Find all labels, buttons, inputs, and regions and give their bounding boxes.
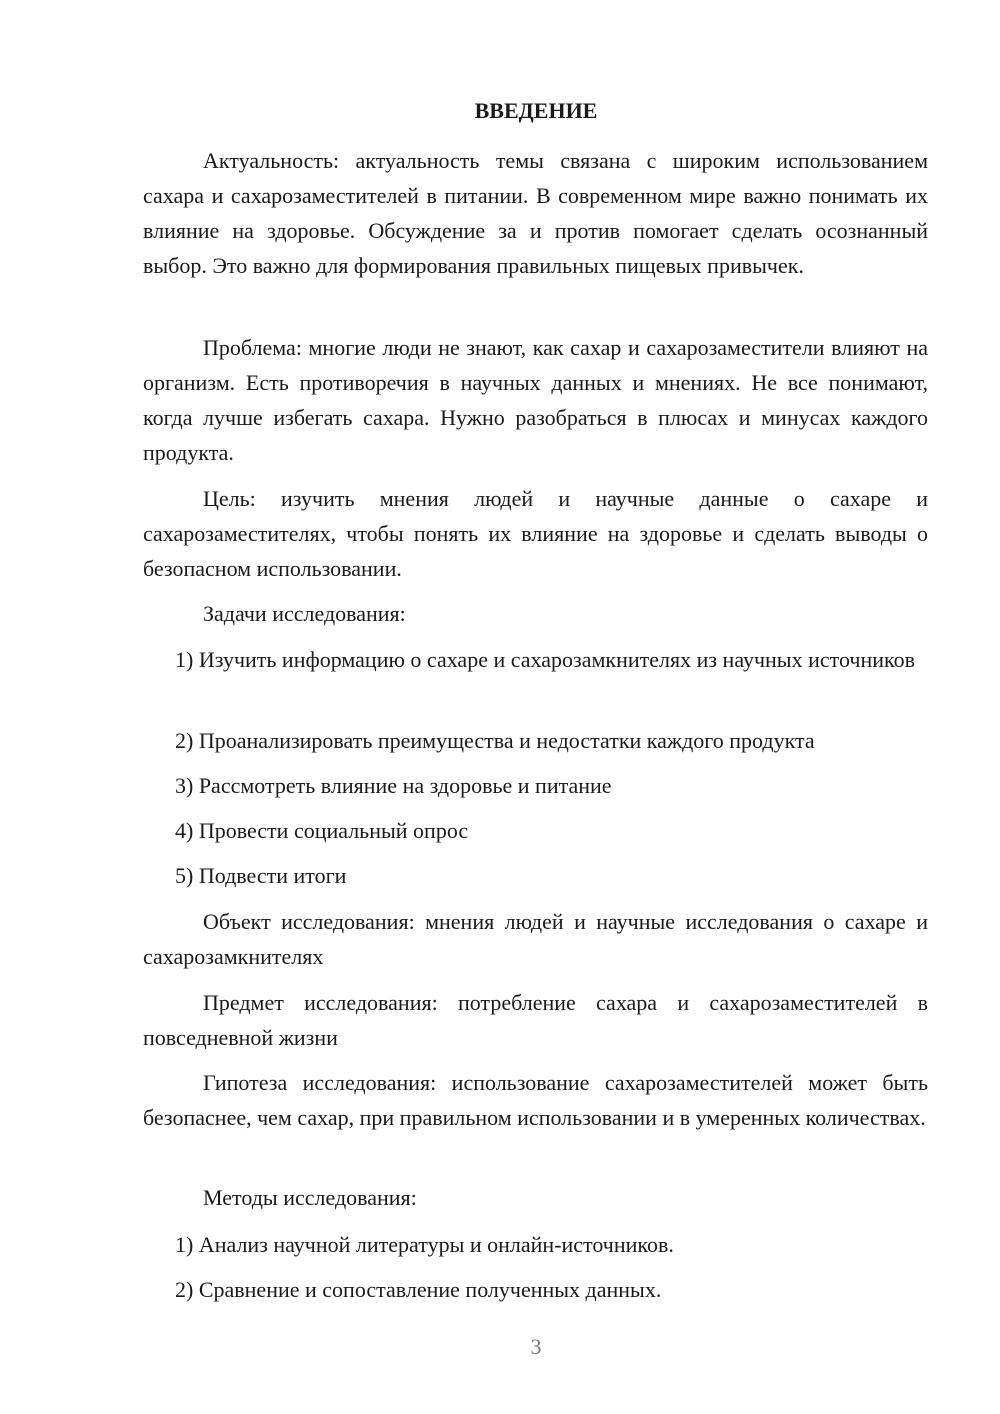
method-item-1: 1) Анализ научной литературы и онлайн-источников.	[175, 1232, 674, 1257]
task-item-5: 5) Подвести итоги	[175, 863, 347, 888]
goal-paragraph: Цель: изучить мнения людей и научные данные о сахаре и сахарозаместителях, чтобы понять их влияние на здоровье и сделать выводы о безопасном использовании.	[143, 486, 928, 581]
subject-paragraph: Предмет исследования: потребление сахара и сахарозаместителей в повседневной жизни	[143, 990, 928, 1050]
problem-paragraph: Проблема: многие люди не знают, как сахар и сахарозаместители влияют на организм. Есть противоречия в научных данных и мнениях. Не все понимают, когда лучше избегать сахара. Нужно разобраться в плюсах и минусах каждого продукта.	[143, 335, 928, 465]
section-heading: ВВЕДЕНИЕ	[474, 98, 598, 123]
methods-title: Методы исследования:	[203, 1185, 417, 1210]
relevance-paragraph: Актуальность: актуальность темы связана с широким использованием сахара и сахарозаместителей в питании. В современном мире важно понимать их влияние на здоровье. Обсуждение за и против помогает сделать осознанный выбор. Это важно для формирования правильных пищевых привычек.	[143, 148, 928, 278]
object-paragraph: Объект исследования: мнения людей и научные исследования о сахаре и сахарозамкнителях	[143, 909, 928, 969]
method-item-2: 2) Сравнение и сопоставление полученных данных.	[175, 1277, 662, 1302]
task-item-1: 1) Изучить информацию о сахаре и сахарозамкнителях из научных источников	[175, 647, 915, 672]
tasks-title: Задачи исследования:	[203, 601, 406, 626]
page-number: 3	[530, 1334, 542, 1359]
hypothesis-paragraph: Гипотеза исследования: использование сахарозаместителей может быть безопаснее, чем сахар, при правильном использовании и в умеренных количествах.	[143, 1070, 928, 1130]
task-item-4: 4) Провести социальный опрос	[175, 818, 469, 843]
task-item-3: 3) Рассмотреть влияние на здоровье и питание	[175, 773, 612, 798]
task-item-2: 2) Проанализировать преимущества и недостатки каждого продукта	[175, 728, 815, 753]
